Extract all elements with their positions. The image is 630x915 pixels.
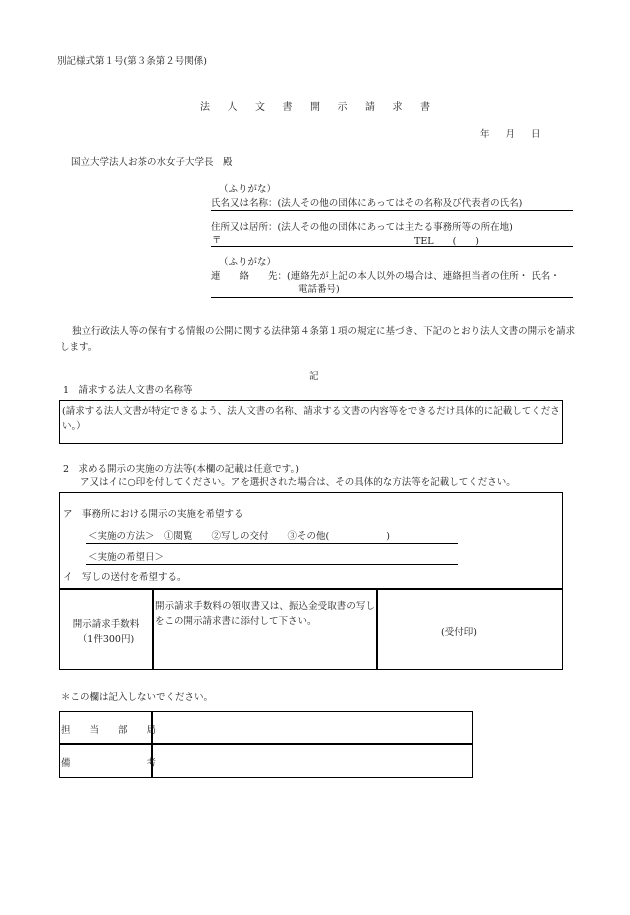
month-label: 月 — [505, 129, 516, 140]
contact-underline[interactable] — [211, 297, 573, 298]
section1-heading: 1 請求する法人文書の名称等 — [63, 385, 193, 396]
fee-instructions: 開示請求手数料の領収書又は、振込金受取書の写しをこの開示請求書に添付して下さい。 — [155, 601, 375, 627]
address-label: 住所又は居所：(法人その他の団体にあっては主たる事務所等の所在地) — [211, 222, 513, 233]
form-number: 別記様式第１号(第３条第２号関係) — [57, 56, 207, 67]
document-name-box[interactable] — [59, 400, 563, 444]
remarks-label: 備 考 — [61, 758, 157, 769]
fee-amount: （1件300円) — [77, 634, 135, 645]
addressee: 国立大学法人お茶の水女子大学長 殿 — [71, 157, 233, 168]
receipt-stamp-area: (受付印) — [441, 627, 477, 638]
contact-label-2: 電話番号) — [298, 284, 340, 295]
form-title: 法人文書開示請求書 — [200, 102, 448, 113]
office-row-divider — [59, 743, 473, 745]
section2-note: ア又はイに○印を付してください。アを選択された場合は、その具体的な方法等を記載してください。 — [80, 477, 516, 488]
intro-paragraph: 独立行政法人等の保有する情報の公開に関する法律第４条第１項の規定に基づき、下記のとおり法人文書の開示を請求します。 — [60, 326, 576, 353]
tel-label: TEL ( ) — [414, 236, 479, 247]
fee-divider-1 — [152, 588, 154, 670]
fee-divider-2 — [376, 588, 378, 670]
year-label: 年 — [480, 129, 490, 140]
option-a[interactable]: ア 事務所における開示の実施を希望する — [63, 509, 244, 520]
desired-date-label[interactable]: ＜実施の希望日＞ — [88, 552, 165, 563]
postal-mark: 〒 — [212, 235, 222, 246]
method-underline — [86, 543, 458, 544]
name-underline[interactable] — [211, 210, 573, 211]
document-name-instructions: (請求する法人文書が特定できるよう、法人文書の名称、請求する文書の内容等をできるだけ具体的に記載してください。） — [62, 406, 560, 432]
office-note: ＊この欄は記入しないでください。 — [61, 692, 214, 703]
ki-heading: 記 — [309, 371, 319, 382]
method-line[interactable]: ＜実施の方法＞ ①閲覧 ②写しの交付 ③その他( ) — [88, 531, 390, 542]
furigana-label: （ふりがな） — [219, 184, 277, 195]
contact-label: 連 絡 先：(連絡先が上記の本人以外の場合は、連絡担当者の住所・ 氏名・ — [211, 271, 560, 282]
dept-label: 担 当 部 局 — [61, 725, 157, 736]
day-label: 日 — [531, 129, 541, 140]
name-label: 氏名又は名称：(法人その他の団体にあってはその名称及び代表者の氏名) — [211, 198, 523, 209]
fee-row-top-border — [59, 588, 563, 590]
date-line — [480, 126, 541, 140]
fee-label: 開示請求手数料 — [72, 619, 140, 630]
address-underline[interactable] — [211, 246, 573, 247]
furigana-label-2: （ふりがな） — [219, 257, 277, 268]
desired-date-underline — [86, 564, 458, 565]
section2-heading: 2 求める開示の実施の方法等(本欄の記載は任意です。) — [63, 464, 299, 475]
option-i[interactable]: イ 写しの送付を希望する。 — [63, 572, 187, 583]
